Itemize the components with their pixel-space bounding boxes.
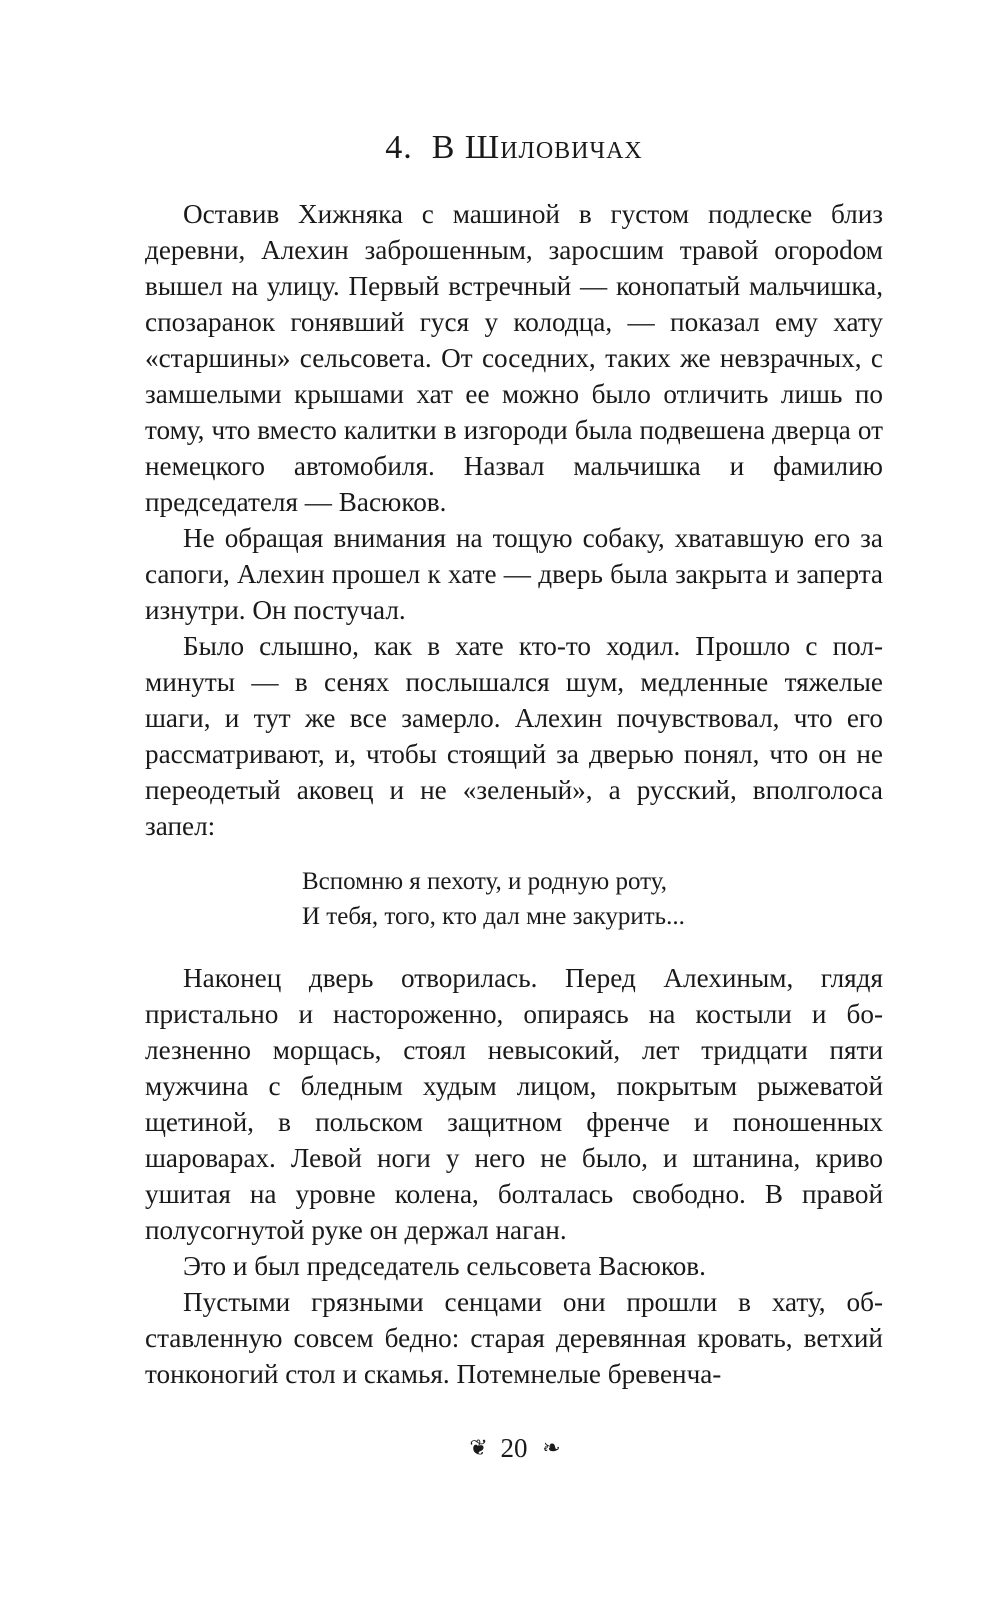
page-number: 20	[500, 1433, 528, 1463]
ornament-right-icon: ❧	[542, 1435, 559, 1460]
paragraph: Было слышно, как в хате кто-то ходил. Прошло с полминуты — в сенях послышался шум, медленные тяжелые шаги, и тут же все замерло. Алехин почувствовал, что его рассматривают, и, чтобы стоящий за дверью понял, что он не переодетый аковец и не «зеленый», а русский, вполголоса запел:	[145, 631, 883, 841]
paragraph: Это и был председатель сельсовета Васюков.	[183, 1251, 706, 1281]
song-verse	[302, 864, 883, 934]
ornament-left-icon: ❦	[469, 1435, 486, 1460]
book-page	[145, 0, 883, 1616]
paragraph: Наконец дверь отворилась. Перед Алехиным, глядя пристально и настороженно, опираясь на костыли и болезненно морщась, стоял невысокий, лет тридцати пяти мужчина с бледным худым лицом, покрытым рыжеватой щетиной, в польском защитном френче и поношенных шароварах. Левой ноги у него не было, и штанина, криво ушитая на уровне колена, болталась свободно. В правой полусогнутой руке он держал наган.	[145, 963, 883, 1245]
paragraph: Оставив Хижняка с машиной в густом подлеске близ деревни, Алехин заброшенным, заросшим травой огороdом вышел на улицу. Первый встречный — конопатый мальчишка, спозаранок гонявший гуся у колодца, — показал ему хату «старшины» сельсовета. От соседних, таких же невзрачных, с замшелыми крышами хат ее можно было отличить лишь по тому, что вместо калитки в изгороди была подвешена дверца от немецкого автомобиля. Назвал мальчишка и фамилию председателя — Васюков.	[145, 199, 883, 517]
paragraph: Не обращая внимания на тощую собаку, хватавшую его за сапоги, Алехин прошел к хате — дверь была закрыта и заперта изнутри. Он постучал.	[145, 523, 883, 625]
chapter-body	[145, 196, 883, 1392]
page-footer	[145, 1430, 883, 1466]
verse-line: И тебя, того, кто дал мне закурить...	[302, 903, 685, 930]
verse-line: Вспомню я пехоту, и родную роту,	[302, 868, 667, 895]
chapter-name: В Шиловичах	[431, 129, 643, 166]
chapter-number: 4.	[385, 129, 413, 166]
paragraph: Пустыми грязными сенцами они прошли в хату, обставленную совсем бедно: старая деревянная кровать, ветхий тонконогий стол и скамья. Потемнелые бревенча-	[145, 1287, 883, 1389]
chapter-title	[145, 128, 883, 168]
